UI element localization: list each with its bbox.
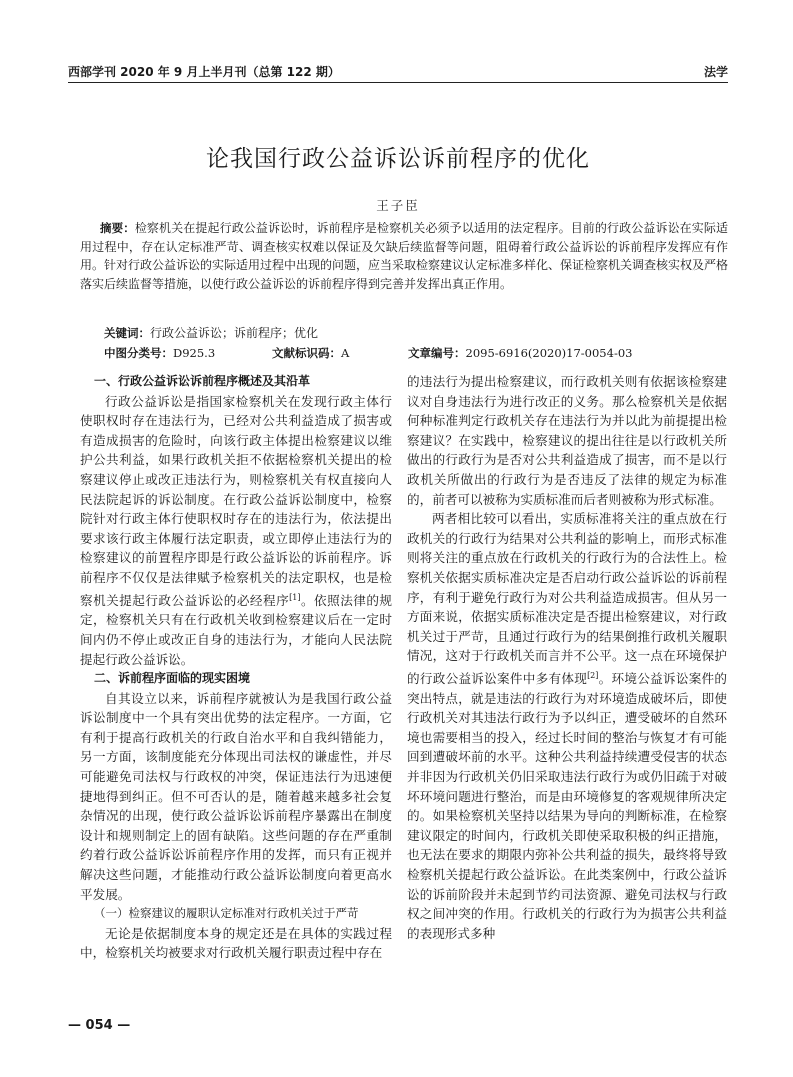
citation-ref: [2] [587,670,599,680]
subsection-heading: （一）检察建议的履职认定标准对行政机关过于严苛 [94,906,359,921]
abstract-text: 检察机关在提起行政公益诉讼时，诉前程序是检察机关必须予以适用的法定程序。目前的行政公益诉讼在实际适用过程中，存在认定标准严苛、调查核实权难以保证及欠缺后续监督等问题，阻碍着行政公益诉讼的诉前程序发挥应有作用。针对行政公益诉讼的实际适用过程中出现的问题，应当采取检察建议认定标准多样化、保证检察机关调查核实权及严格落实后续监督等措施，以使行政公益诉讼的诉前程序得到完善并发挥出真正作用。 [80,221,729,291]
keywords [104,324,724,341]
journal-info: 西部学刊 2020 年 9 月上半月刊（总第 122 期） [68,65,340,79]
document-code: 文献标识码：A [272,346,350,360]
section-heading-2: 二、诉前程序面临的现实困境 [94,671,251,686]
article-title: 论我国行政公益诉讼诉前程序的优化 [206,146,590,172]
citation-ref: [1] [289,592,301,602]
paragraph: 两者相比较可以看出，实质标准将关注的重点放在行政机关的行政行为结果对公共利益的影响上，而形式标准则将关注的重点放在行政机关的行政行为的合法性上。检察机关依据实质标准决定是否启动行政公益诉讼的诉前程序，有利于避免行政行为对公共利益造成损害。但从另一方面来说，依据实质标准决定是否提出检察建议，对行政机关过于严苛，且通过行政行为的结果倒推行政机关履职情况，这对于行政机关而言并不公平。这一点在环境保护的行政公益诉讼案件中多有体现[2]。环境公益诉讼案件的突出特点，就是违法的行政行为对环境造成破坏后，即使行政机关对其违法行政行为予以纠正，遭受破坏的自然环境也需要相当的投入，经过长时间的整治与恢复才有可能回到遭破坏前的水平。这种公共利益持续遭受侵害的状态并非因为行政机关仍旧采取违法行政行为或仍旧疏于对破坏环境问题进行整治，而是由环境修复的客观规律所决定的。如果检察机关坚持以结果为导向的判断标准，在检察建议限定的时间内，行政机关即使采取积极的纠正措施，也无法在要求的期限内弥补公共利益的损失，最终将导致检察机关提起行政公益诉讼。在此类案例中，行政公益诉讼的诉前阶段并未起到节约司法资源、避免司法权与行政权之间冲突的作用。行政机关的行政行为为损害公共利益的表现形式多种 [407,511,728,941]
paragraph: 自其设立以来，诉前程序就被认为是我国行政公益诉讼制度中一个具有突出优势的法定程序。一方面，它有利于提高行政机关的行政自治水平和自我纠错能力，另一方面，该制度能充分体现出司法权的谦虚性，并尽可能避免司法权与行政权的冲突，保证违法行为迅速便捷地得到纠正。但不可否认的是，随着越来越多社会复杂情况的出现，使行政公益诉讼诉前程序暴露出在制度设计和规则制定上的固有缺陷。这些问题的存在严重制约着行政公益诉讼诉前程序作用的发挥，而只有正视并解决这些问题，才能推动行政公益诉讼制度向着更高水平发展。 [80,690,392,902]
paragraph: 行政公益诉讼是指国家检察机关在发现行政主体行使职权时存在违法行为，已经对公共利益造成了损害或有造成损害的危险时，向该行政主体提出检察建议以维护公共利益，如果行政机关拒不依据检察机关提出的检察建议停止或改正违法行为，则检察机关有权直接向人民法院起诉的诉讼制度。在行政公益诉讼制度中，检察院针对行政主体行使职权时存在的违法行为，依法提出要求该行政主体履行法定职责，或立即停止违法行为的检察建议的前置程序即是行政公益诉讼的诉前程序。诉前程序不仅仅是法律赋予检察机关的法定职权，也是检察机关提起行政公益诉讼的必经程序[1]。依照法律的规定，检察机关只有在行政机关收到检察建议后在一定时间内仍不停止或改正自身的违法行为，才能向人民法院提起行政公益诉讼。 [80,393,393,667]
left-column [80,372,392,963]
header-rule [68,82,728,83]
right-column [407,372,727,943]
paragraph: 无论是依据制度本身的规定还是在具体的实践过程中，检察机关均被要求对行政机关履行职责过程中存在 [80,925,392,961]
article-number: 文章编号：2095-6916(2020)17-0054-03 [408,346,633,360]
clc-number: 中图分类号：D925.3 [104,346,216,360]
abstract-label: 摘要： [100,221,135,235]
section-label: 法学 [703,65,728,79]
section-heading-1: 一、行政公益诉讼诉前程序概述及其沿革 [94,374,311,388]
author-name: 王子臣 [376,198,420,213]
classification-row [104,345,744,363]
keywords-label: 关键词： [104,326,150,340]
page-number: — 054 — [68,1018,131,1033]
paragraph: 的违法行为提出检察建议，而行政机关则有依据该检察建议对自身违法行为进行改正的义务。那么检察机关是依据何种标准判定行政机关存在违法行为并以此为前提提出检察建议？在实践中，检察建议的提出往往是以行政机关所做出的行政行为是否对公共利益造成了损害，而不是以行政机关所做出的行政行为是否违反了法律的规定为标准的，前者可以被称为实质标准而后者则被称为形式标准。 [407,374,727,507]
keywords-text: 行政公益诉讼；诉前程序；优化 [150,326,319,340]
abstract [80,219,728,293]
running-header [68,60,728,82]
